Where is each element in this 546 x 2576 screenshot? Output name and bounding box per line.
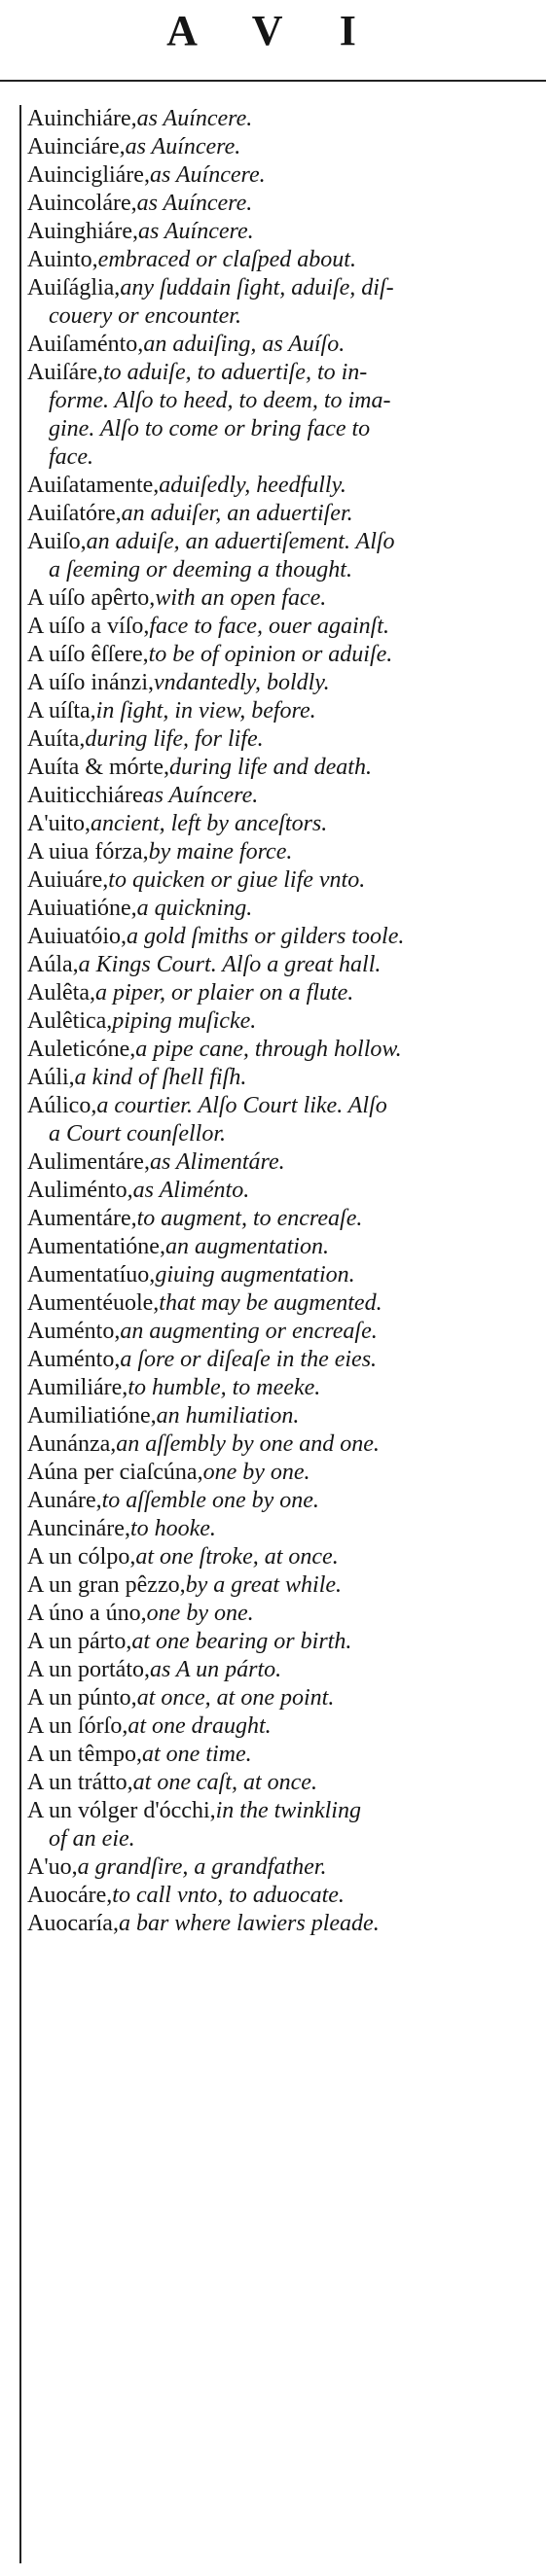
entry-headword: Aúna per ciaſcúna, (27, 1460, 203, 1485)
entry-headword: Auocáre, (27, 1883, 113, 1908)
entry-headword: Auinghiáre, (27, 219, 138, 244)
dictionary-entry (27, 331, 538, 359)
entry-definition: ancient, left by anceſtors. (91, 811, 328, 836)
entry-definition: at one time. (142, 1742, 252, 1767)
entry-definition: an augmentation. (164, 1234, 329, 1259)
entry-headword: Aumiliatióne, (27, 1403, 157, 1429)
entry-headword: Auiuatóio, (27, 924, 127, 949)
entry-definition: an humiliation. (156, 1403, 300, 1429)
entry-definition: a bar where lawiers pleade. (118, 1911, 380, 1936)
entry-headword: A un vólger d'ócchi, (27, 1798, 216, 1823)
dictionary-entry (27, 1402, 538, 1430)
entry-headword: Aúlico, (27, 1093, 97, 1118)
dictionary-entry (27, 1656, 538, 1684)
entry-headword: Auinciáre, (27, 134, 126, 159)
dictionary-entry (27, 782, 538, 810)
entry-definition: one by one. (146, 1601, 254, 1626)
entry-definition: as Auíncere. (149, 162, 266, 188)
entry-headword: A uíſo apêrto, (27, 585, 156, 611)
dictionary-entry (27, 1318, 538, 1346)
entry-headword: A uíſo inánzi, (27, 670, 154, 695)
entry-definition: a gold ſmiths or gilders toole. (127, 924, 405, 949)
entry-definition: as Auíncere. (136, 106, 253, 131)
entry-definition: during life and death. (168, 755, 372, 780)
entry-headword: Auinto, (27, 247, 98, 272)
entry-definition: a courtier. Alſo Court like. Alſo (96, 1093, 387, 1118)
entry-headword: Auliménto, (27, 1178, 133, 1203)
dictionary-entry (27, 1628, 538, 1656)
entry-definition: with an open face. (155, 585, 327, 611)
entry-definition: a kind of ſhell fiſh. (74, 1065, 247, 1090)
entry-definition-continuation: a ſeeming or deeming a thought. (49, 557, 352, 582)
entry-headword: Aumentáre, (27, 1206, 137, 1231)
dictionary-entry (27, 1064, 538, 1092)
entry-definition: as Auíncere. (137, 219, 254, 244)
dictionary-entry (27, 1148, 538, 1177)
entry-headword: A un gran pêzzo, (27, 1572, 186, 1598)
dictionary-entry (27, 1684, 538, 1712)
dictionary-entry (27, 1092, 538, 1148)
entry-headword: Auiſo, (27, 529, 87, 554)
dictionary-entry (27, 669, 538, 697)
dictionary-entry (27, 1177, 538, 1205)
dictionary-entry (27, 274, 538, 331)
entry-headword: A uíſo a víſo, (27, 614, 150, 639)
entry-definition-continuation: gine. Alſo to come or bring face to (49, 416, 371, 441)
entry-definition: to aduiſe, to aduertiſe, to in- (102, 360, 368, 385)
entry-definition: as Auíncere. (125, 134, 241, 159)
dictionary-entry (27, 1882, 538, 1910)
entry-definition-continuation: of an eie. (49, 1826, 135, 1852)
dictionary-entry (27, 1430, 538, 1459)
entry-definition: an aſſembly by one and one. (116, 1431, 380, 1457)
entry-headword: Auménto, (27, 1319, 121, 1344)
entry-headword: Auiſaménto, (27, 332, 144, 357)
dictionary-entry (27, 1036, 538, 1064)
entry-definition: to humble, to meeke. (127, 1375, 321, 1400)
dictionary-entry (27, 697, 538, 725)
entry-headword: Aumentatióne, (27, 1234, 165, 1259)
entry-headword: Aulêta, (27, 980, 95, 1006)
dictionary-entry (27, 1712, 538, 1741)
entry-headword: Aunáre, (27, 1488, 102, 1513)
dictionary-entry (27, 359, 538, 472)
dictionary-entry (27, 951, 538, 979)
entry-headword: A un portáto, (27, 1657, 150, 1682)
entry-definition: as A un párto. (150, 1657, 282, 1682)
dictionary-entry (27, 866, 538, 895)
entry-definition: one by one. (202, 1460, 310, 1485)
dictionary-entry (27, 584, 538, 613)
entry-definition: as Alimentáre. (149, 1149, 285, 1175)
dictionary-entry (27, 528, 538, 584)
dictionary-entry (27, 161, 538, 190)
entry-definition: an augmenting or encreaſe. (120, 1319, 378, 1344)
entry-headword: A un cólpo, (27, 1544, 136, 1570)
entry-headword: A uíſta, (27, 698, 96, 723)
entry-definition: to be of opinion or aduiſe. (148, 642, 393, 667)
entry-headword: Auiuáre, (27, 867, 109, 893)
entry-definition: an aduiſing, as Auíſo. (143, 332, 346, 357)
entry-definition: as Aliménto. (132, 1178, 250, 1203)
entry-definition: a grandſire, a grandfather. (77, 1854, 327, 1880)
entry-definition: aduiſedly, heedfully. (159, 473, 346, 498)
entry-definition: that may be augmented. (159, 1290, 382, 1316)
dictionary-entry (27, 1374, 538, 1402)
entry-headword: Auíta, (27, 726, 86, 752)
dictionary-entry (27, 754, 538, 782)
entry-headword: Auménto, (27, 1347, 121, 1372)
dictionary-entry (27, 246, 538, 274)
entry-headword: Auiſatóre, (27, 501, 122, 526)
dictionary-entry (27, 1797, 538, 1853)
entry-headword: Auincigliáre, (27, 162, 150, 188)
entry-headword: Auiſáglia, (27, 275, 121, 300)
dictionary-entry (27, 190, 538, 218)
entry-definition: an aduiſer, an aduertiſer. (121, 501, 353, 526)
entry-definition: at one bearing or birth. (131, 1629, 352, 1654)
entry-definition: any ſuddain ſight, aduiſe, diſ- (120, 275, 394, 300)
entry-definition-continuation: a Court counſellor. (49, 1121, 227, 1147)
dictionary-entry (27, 1205, 538, 1233)
entry-definition: a pipe cane, through hollow. (135, 1037, 402, 1062)
dictionary-entry (27, 1459, 538, 1487)
entry-definition: embraced or claſped about. (97, 247, 356, 272)
entry-headword: Auinchiáre, (27, 106, 137, 131)
entry-definition: face to face, ouer againſt. (149, 614, 389, 639)
entry-headword: Auincoláre, (27, 191, 137, 216)
entry-definition: at one ſtroke, at once. (135, 1544, 339, 1570)
dictionary-entry (27, 1233, 538, 1261)
dictionary-entry (27, 500, 538, 528)
dictionary-entry (27, 1741, 538, 1769)
entry-headword: Auiticchiáre (27, 783, 143, 808)
entry-headword: A un púnto, (27, 1685, 137, 1711)
entry-definition: giuing augmentation. (155, 1262, 355, 1288)
entry-definition: to augment, to encreaſe. (136, 1206, 363, 1231)
dictionary-entry (27, 838, 538, 866)
entry-headword: A'uito, (27, 811, 91, 836)
dictionary-entry (27, 1261, 538, 1289)
entry-definition: a piper, or plaier on a flute. (94, 980, 354, 1006)
dictionary-entry (27, 1543, 538, 1571)
entry-headword: Aulimentáre, (27, 1149, 150, 1175)
dictionary-entry (27, 979, 538, 1007)
dictionary-entry (27, 725, 538, 754)
entry-headword: A'uo, (27, 1854, 78, 1880)
entry-headword: A un trátto, (27, 1770, 133, 1795)
entry-definition-continuation: couery or encounter. (49, 303, 241, 329)
entry-headword: Auiſatamente, (27, 473, 160, 498)
column-rule (19, 105, 21, 2563)
entry-definition: a ſore or diſeaſe in the eies. (120, 1347, 378, 1372)
entry-headword: Auocaría, (27, 1911, 119, 1936)
page-title: A V I (166, 7, 380, 54)
entry-definition: by a great while. (185, 1572, 343, 1598)
entry-definition: by maine force. (148, 839, 293, 865)
entry-headword: A uiua fórza, (27, 839, 149, 865)
entry-definition: to aſſemble one by one. (101, 1488, 319, 1513)
entry-definition: vndantedly, boldly. (153, 670, 330, 695)
entry-definition: piping muſicke. (112, 1008, 257, 1034)
dictionary-entry (27, 1910, 538, 1938)
entry-definition: as Auíncere. (142, 783, 259, 808)
entry-headword: A úno a úno, (27, 1601, 147, 1626)
entry-definition: at one draught. (127, 1713, 272, 1739)
dictionary-entry (27, 1487, 538, 1515)
dictionary-entry (27, 1769, 538, 1797)
dictionary-entry (27, 613, 538, 641)
dictionary-entry (27, 218, 538, 246)
entry-headword: Auleticóne, (27, 1037, 136, 1062)
dictionary-entry (27, 1853, 538, 1882)
entry-headword: Aunánza, (27, 1431, 117, 1457)
entry-definition-continuation: face. (49, 444, 93, 470)
entry-definition: at once, at one point. (136, 1685, 335, 1711)
entry-headword: Aumiliáre, (27, 1375, 128, 1400)
entry-headword: Aumentéuole, (27, 1290, 160, 1316)
dictionary-entry (27, 1600, 538, 1628)
entry-headword: Auíta & mórte, (27, 755, 169, 780)
entry-headword: A un párto, (27, 1629, 132, 1654)
dictionary-entry (27, 641, 538, 669)
entry-definition: an aduiſe, an aduertiſement. Alſo (86, 529, 395, 554)
dictionary-entry (27, 105, 538, 133)
entry-headword: Aumentatíuo, (27, 1262, 156, 1288)
dictionary-entries (27, 105, 538, 1938)
entry-definition: a Kings Court. Alſo a great hall. (78, 952, 382, 977)
page-header (0, 0, 546, 97)
entry-headword: Aúla, (27, 952, 79, 977)
entry-definition: in the twinkling (215, 1798, 361, 1823)
dictionary-entry (27, 1289, 538, 1318)
entry-definition: a quickning. (136, 896, 253, 921)
dictionary-entry (27, 1346, 538, 1374)
entry-definition: during life, for life. (85, 726, 264, 752)
entry-headword: A uíſo êſſere, (27, 642, 149, 667)
dictionary-entry (27, 923, 538, 951)
header-rule (0, 80, 546, 82)
entry-definition: to hooke. (129, 1516, 216, 1541)
entry-headword: Aulêtica, (27, 1008, 113, 1034)
entry-headword: Auncináre, (27, 1516, 130, 1541)
entry-definition: to quicken or giue life vnto. (108, 867, 366, 893)
entry-headword: A un têmpo, (27, 1742, 142, 1767)
entry-definition: at one caſt, at once. (132, 1770, 317, 1795)
entry-headword: A un ſórſo, (27, 1713, 128, 1739)
entry-headword: Aúli, (27, 1065, 75, 1090)
entry-headword: Auiuatióne, (27, 896, 137, 921)
dictionary-entry (27, 472, 538, 500)
dictionary-entry (27, 133, 538, 161)
entry-headword: Auiſáre, (27, 360, 103, 385)
dictionary-entry (27, 1007, 538, 1036)
entry-definition: in ſight, in view, before. (95, 698, 316, 723)
dictionary-entry (27, 1571, 538, 1600)
entry-definition: as Auíncere. (136, 191, 253, 216)
dictionary-entry (27, 1515, 538, 1543)
dictionary-entry (27, 810, 538, 838)
entry-definition: to call vnto, to aduocate. (112, 1883, 345, 1908)
entry-definition-continuation: forme. Alſo to heed, to deem, to ima- (49, 388, 391, 413)
dictionary-entry (27, 895, 538, 923)
